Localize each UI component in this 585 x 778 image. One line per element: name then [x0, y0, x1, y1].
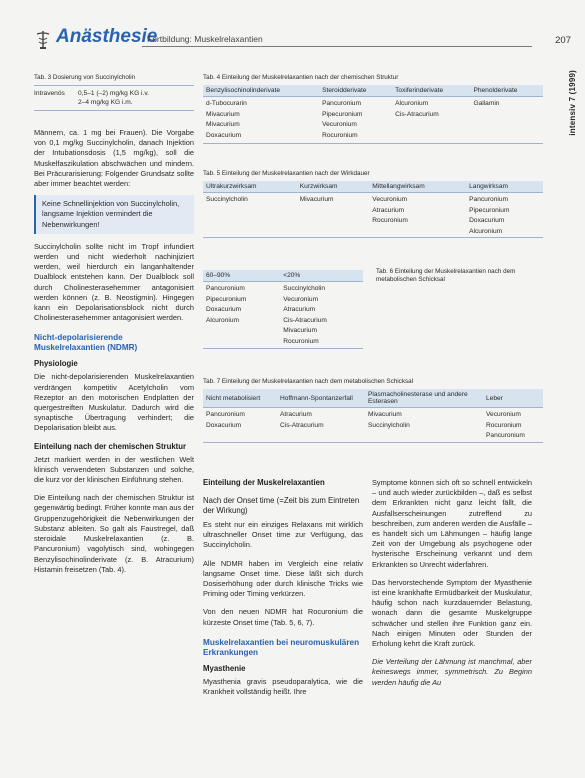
paragraph: Myasthenia gravis pseudoparalytica, wie die Krankheit vollständig heißt. Ihre [203, 676, 363, 697]
subsection-heading-physiologie: Physiologie [34, 359, 78, 369]
paragraph: Succinylcholin sollte nicht im Tropf infundiert werden und nicht wiederholt nachinjiziert werden, weil hierdurch ein langanhaltender Dualblock entstehen kann. Der Dualblock soll durch Cholinesterasehemmer antagonisiert werden können (z. B. Neostigmin). Hingegen kann ein Depolarisationsblock nicht durch Cholinesterasehemmer antagonisiert werden. [34, 241, 194, 323]
subsection-heading-chemische-struktur: Einteilung nach der chemischen Struktur [34, 441, 187, 451]
table-row: Rocuronium [283, 337, 319, 345]
table-row: 2–4 mg/kg KG i.m. [78, 99, 133, 106]
table-7 [203, 378, 543, 443]
journal-title: Anästhesie [56, 26, 158, 47]
table-header-row: 60–90% <20% [203, 270, 363, 282]
table-6-grid [203, 270, 363, 349]
column-1 [34, 128, 194, 575]
paragraph: Symptome können sich oft so schnell entwickeln – und auch wieder zurückbilden –, daß es selbst dem Erkrankten nicht ganz leicht fällt, die Ausfallserscheinungen zutreffend zu beschreiben, zum anderen werden die Ausfälle – es handelt sich um Lähmungen – häufig lange Zeit von der Umgebung als psychogene oder hysterische Erscheinung verkannt und dem Erkrankten so Unrecht widerfahren. [372, 478, 532, 569]
section-heading-ndmr: Nicht-depolarisierende Muskelrelaxantien (NDMR) [34, 333, 138, 353]
table-row: d-Tubocurarin Pancuronium Alcuronium Gallamin [206, 100, 500, 107]
subsection-heading-myasthenie: Myasthenie [203, 663, 246, 673]
table-row: Alcuronium Cis-Atracurium [206, 316, 327, 324]
column-2 [203, 478, 363, 697]
subsection-heading-einteilung: Einteilung der Muskelrelaxantien [203, 478, 325, 487]
table-row: Pancuronium [486, 432, 525, 440]
paragraph: Die nicht-depolarisierenden Muskelrelaxantien verdrängen kompetitiv Acetylcholin vom Rezeptor an den motorischen Endplatten der quergestreiften Muskulatur. Dadurch wird die synaptische Übertragung verhindert; die Depolarisation bleibt aus. [34, 372, 194, 433]
table-row: Rocuronium Doxacurium [372, 217, 505, 225]
table-header-row: Benzylisochinolinderivate Steroidderivate Toxiferinderivate Phenolderivate [203, 85, 543, 97]
paragraph: Jetzt markiert werden in der westlichen Welt klinisch verwendeten Substanzen und solche, die kurz vor der klinischen Einführung stehen. [34, 454, 194, 485]
table-5-grid [203, 181, 543, 238]
table-7-caption: Tab. 7 Einteilung der Muskelrelaxantien nach dem metabolischen Schicksal [203, 378, 414, 385]
header-rule [142, 46, 532, 47]
table-4-grid [203, 85, 543, 144]
table-row: Doxacurium Atracurium [206, 306, 316, 314]
table-header-row: Nicht metabolisiert Hoffmann-Spontanzerfall Plasmacholinesterase und andere Esterasen Leber [203, 389, 543, 408]
table-row: Pancuronium Atracurium Mivacurium Vecuronium [206, 411, 521, 418]
paragraph: Das hervorstechende Symptom der Myasthenie ist eine krankhafte Ermüdbarkeit der Muskulatur, häufig schon nach kurzdauernder Belastung, wonach dann die gesamte Muskelgruppe schwächer und stellen ihre Funktion ganz ein. Nach einigen Minuten oder Stunden der Erholung kehrt die Kraft zurück. [372, 577, 532, 649]
table-6 [203, 270, 363, 349]
table-row: Intravenös 0,5–1 (–2) mg/kg KG i.v. [34, 90, 149, 97]
paragraph: Es steht nur ein einziges Relaxans mit wirklich ultraschneller Onset time zur Verfügung, das Succinylcholin. [203, 520, 363, 550]
table-5-caption: Tab. 5 Einteilung der Muskelrelaxantien nach der Wirkdauer [203, 170, 370, 177]
table-3-caption: Tab. 3 Dosierung von Succinylcholin [34, 74, 136, 81]
paragraph: Von den neuen NDMR hat Rocuronium die kürzeste Onset time (Tab. 5, 6, 7). [203, 607, 363, 627]
column-3 [372, 478, 532, 688]
table-row: Mivacurium Vecuronium [206, 121, 357, 129]
paragraph: Männern, ca. 1 mg bei Frauen). Die Vorgabe von 0,1 mg/kg Succinylcholin, danach Injektion der Intubationsdosis (1,5 mg/kg), soll die Muskelfaszikulation abschwächen und mindern. Bei Präcurarisierung: Folgender Grundsatz sollte aber immer beachtet werden: [34, 128, 194, 189]
table-row: Doxacurium Rocuronium [206, 131, 358, 139]
page-number: 207 [555, 35, 571, 46]
table-row: Doxacurium Cis-Atracurium Succinylcholin Rocuronium [206, 421, 522, 429]
section-heading-neuromuskulaer: Muskelrelaxantien bei neuromuskulären Erkrankungen [203, 637, 360, 657]
warning-box: Keine Schnellinjektion von Succinylcholin, langsame Injektion vermindert die Nebenwirkungen! [34, 195, 194, 234]
table-4 [203, 74, 543, 144]
table-row: Alcuronium [469, 227, 503, 235]
subsection-heading-onset-time: Nach der Onset time (=Zeit bis zum Eintreten der Wirkung) [203, 496, 360, 515]
table-3 [34, 74, 194, 111]
table-row: Mivacurium [283, 327, 317, 335]
table-6-caption: Tab. 6 Einteilung der Muskelrelaxantien nach dem metabolischen Schicksal [376, 268, 516, 283]
table-row: Pipecuronium Vecuronium [206, 295, 319, 303]
table-7-grid [203, 389, 543, 443]
table-5 [203, 170, 543, 238]
caduceus-logo-icon [34, 30, 52, 50]
table-row: Mivacurium Pipecuronium Cis-Atracurium [206, 110, 439, 118]
table-header-row: Ultrakurzwirksam Kurzwirksam Mittellangwirksam Langwirksam [203, 181, 543, 193]
paragraph: Die Verteilung der Lähmung ist manchmal, aber keineswegs immer, symmetrisch. Zu Beginn werden häufig die Au [372, 657, 532, 687]
paragraph: Alle NDMR haben im Vergleich eine relativ langsame Onset time. Diese läßt sich durch Dosiserhöhung oder durch klinische Tricks wie Priming oder Timing verkürzen. [203, 558, 363, 599]
journal-subtitle: Fortbildung: Muskelrelaxantien [147, 34, 263, 44]
table-row: Atracurium Pipecuronium [372, 206, 510, 214]
table-row: Pancuronium Succinylcholin [206, 285, 326, 292]
side-journal-label: intensiv 7 (1999) [568, 70, 577, 136]
table-row: Succinylcholin Mivacurium Vecuronium Pancuronium [206, 196, 508, 203]
table-4-caption: Tab. 4 Einteilung der Muskelrelaxantien nach der chemischen Struktur [203, 74, 399, 81]
paragraph: Die Einteilung nach der chemischen Struktur ist gegenwärtig bedingt. Früher konnte man aus der Gruppenzugehörigkeit die Nebenwirkungen der Substanz ableiten. So galt als Faustregel, daß steroidale Muskelrelaxantien (z. B. Pancuronium) vagolytisch sind, wohingegen Benzylisochinolinderivate (z. B. Atracurium) Histamin freisetzen (Tab. 4). [34, 493, 194, 574]
